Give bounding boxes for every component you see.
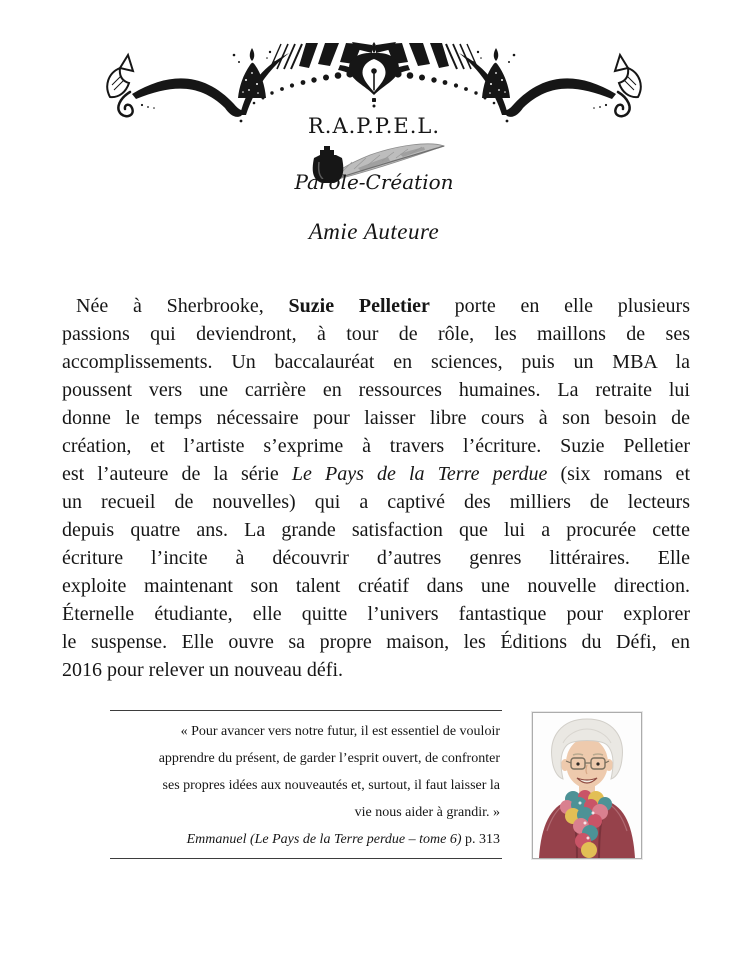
text-segment: un recueil de nouvelles) qui a captivé des milliers de lecteurs [62,491,690,513]
article-line [62,320,690,348]
text-segment: donne le temps nécessaire pour laisser libre cours à son besoin de [62,407,690,429]
article-line [62,432,690,460]
text-segment: passions qui deviendront, à tour de rôle, les maillons de ses [62,323,690,345]
article-line [62,348,690,376]
article-line [62,656,690,684]
article-line [62,376,690,404]
org-subtitle: Parole-Création [294,170,454,194]
text-segment: (six romans et [547,463,690,485]
author-portrait-photo [532,712,642,859]
text-segment: écriture l’incite à découvrir d’autres genres littéraires. Elle [62,547,690,569]
text-segment: le suspense. Elle ouvre sa propre maison, les Éditions du Défi, en [62,631,690,653]
article-line [62,628,690,656]
text-segment: est l’auteure de la série [62,463,292,485]
article-line [62,600,690,628]
quote-attribution [110,826,500,853]
quote-block [110,710,502,859]
quote-lines [110,718,500,826]
article-line [62,544,690,572]
text-segment: Le Pays de la Terre perdue [291,463,548,485]
text-segment: accomplissements. Un baccalauréat en sciences, puis un MBA la [62,351,690,373]
quote-attribution-page: p. 313 [461,832,500,847]
portrait-illustration [533,713,641,858]
quote-line: vie nous aider à grandir. » [354,805,500,820]
article-body [62,292,690,684]
text-segment: Éternelle étudiante, elle quitte l’univers fantastique pour explorer [62,603,690,625]
quote-line: apprendre du présent, de garder l’esprit ouvert, de confronter [158,751,500,766]
article-line [62,460,690,488]
text-segment: 2016 pour relever un nouveau défi. [62,659,344,681]
article-line [62,516,690,544]
page-title: Amie Auteure [308,219,440,244]
text-segment: Née à Sherbrooke, [76,295,289,317]
article-line [62,572,690,600]
quote-line: ses propres idées aux nouveautés et, surtout, il faut laisser la [162,778,500,793]
text-segment: porte en elle plusieurs [429,295,690,317]
text-segment: création, et l’artiste s’exprime à travers l’écriture. Suzie Pelletier [62,435,690,457]
text-segment: poussent vers une carrière en ressources humaines. La retraite lui [62,379,690,401]
article-line [62,488,690,516]
org-name: R.A.P.P.E.L. [307,114,441,138]
text-segment: Suzie Pelletier [288,295,430,317]
article-line [62,292,690,320]
text-segment: exploite maintenant son talent créatif dans une nouvelle direction. [62,575,690,597]
article-line [62,404,690,432]
quote-line: « Pour avancer vers notre futur, il est essentiel de vouloir [180,724,500,739]
quote-attribution-source: Emmanuel (Le Pays de la Terre perdue – tome 6) [186,832,462,847]
text-segment: depuis quatre ans. La grande satisfaction que lui a procurée cette [62,519,690,541]
